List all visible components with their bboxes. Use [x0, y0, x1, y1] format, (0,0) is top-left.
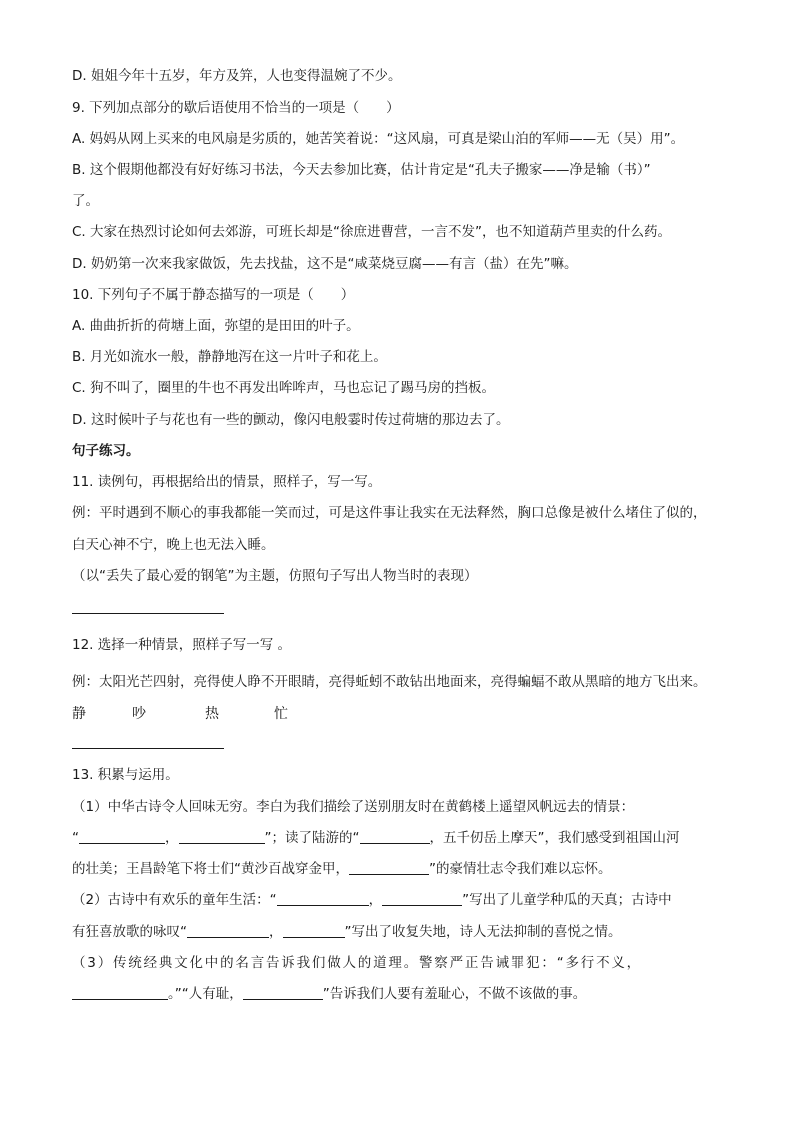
- q9-option-a: A. 妈妈从网上买来的电风扇是劣质的，她苦笑着说：“这风扇，可真是梁山泊的军师——无（吴）用”。: [72, 131, 685, 147]
- q13-blank-1[interactable]: [79, 829, 165, 844]
- q11-prompt: （以“丢失了最心爱的钢笔”为主题，仿照句子写出人物当时的表现）: [72, 568, 478, 584]
- q10-option-b: B. 月光如流水一般，静静地泻在这一片叶子和花上。: [72, 349, 387, 365]
- q8-option-d: D. 姐姐今年十五岁，年方及笄，人也变得温婉了不少。: [72, 68, 402, 84]
- q9-option-b: B. 这个假期他都没有好好练习书法，今天去参加比赛，估计肯定是“孔夫子搬家——净是输（书）”: [72, 162, 651, 178]
- q11-stem: 11. 读例句，再根据给出的情景，照样子，写一写。: [72, 474, 382, 490]
- q13-blank-3[interactable]: [360, 829, 430, 844]
- q13-part3-line2: 。”“人有耻， ”告诉我们人要有羞耻心，不做不该做的事。: [72, 984, 586, 1004]
- q13-blank-5[interactable]: [277, 891, 369, 906]
- q13-blank-2[interactable]: [179, 829, 265, 844]
- q10-option-d: D. 这时候叶子与花也有一些的颤动，像闪电般霎时传过荷塘的那边去了。: [72, 412, 510, 428]
- q11-example-cont: 白天心神不宁，晚上也无法入睡。: [72, 537, 275, 553]
- q9-option-d: D. 奶奶第一次来我家做饭，先去找盐，这不是“咸菜烧豆腐——有言（盐）在先”嘛。: [72, 256, 578, 272]
- q10-option-a: A. 曲曲折折的荷塘上面，弥望的是田田的叶子。: [72, 318, 360, 334]
- q12-stem: 12. 选择一种情景，照样子写一写 。: [72, 637, 292, 653]
- q13-blank-9[interactable]: [72, 985, 168, 1000]
- q13-part2-line2: 有狂喜放歌的咏叹“ ， ”写出了收复失地，诗人无法抑制的喜悦之情。: [72, 924, 622, 940]
- q12-word-noisy: 吵: [132, 706, 146, 722]
- q13-stem: 13. 积累与运用。: [72, 767, 179, 783]
- q12-word-busy: 忙: [274, 706, 288, 722]
- q9-stem: 9. 下列加点部分的歇后语使用不恰当的一项是（ ）: [72, 100, 400, 116]
- q10-stem: 10. 下列句子不属于静态描写的一项是（ ）: [72, 287, 355, 303]
- q12-word-hot: 热: [205, 706, 219, 722]
- q13-part2-line1: （2）古诗中有欢乐的童年生活：“ ， ”写出了儿童学种瓜的天真；古诗中: [72, 892, 672, 908]
- section-title: 句子练习。: [72, 443, 140, 459]
- q12-word-quiet: 静: [72, 706, 86, 722]
- q13-blank-10[interactable]: [243, 985, 323, 1000]
- q10-option-c: C. 狗不叫了，圈里的牛也不再发出哞哞声，马也忘记了踢马房的挡板。: [72, 380, 496, 396]
- q13-part1-line1: （1）中华古诗令人回味无穷。李白为我们描绘了送别朋友时在黄鹤楼上遥望风帆远去的情景：: [72, 799, 635, 815]
- q13-part3-line1: （3）传统经典文化中的名言告诉我们做人的道理。警察严正告诫罪犯：“多行不义，: [72, 955, 642, 971]
- q13-blank-6[interactable]: [382, 891, 462, 906]
- q12-answer-line[interactable]: [72, 748, 224, 749]
- q11-example: 例：平时遇到不顺心的事我都能一笑而过，可是这件事让我实在无法释然，胸口总像是被什么堵住了似的，: [72, 505, 707, 521]
- q13-part1-line3: 的壮美；王昌龄笔下将士们“黄沙百战穿金甲， ”的豪情壮志令我们难以忘怀。: [72, 861, 612, 877]
- q12-example: 例：太阳光芒四射，亮得使人睁不开眼睛，亮得蚯蚓不敢钻出地面来，亮得蝙蝠不敢从黑暗的地方飞出来。: [72, 674, 707, 690]
- q13-blank-4[interactable]: [349, 860, 429, 875]
- q11-answer-line[interactable]: [72, 613, 224, 614]
- q9-option-c: C. 大家在热烈讨论如何去郊游，可班长却是“徐庶进曹营，一言不发”，也不知道葫芦里卖的什么药。: [72, 224, 671, 240]
- q13-blank-7[interactable]: [187, 923, 269, 938]
- q13-part1-line2: “ ， ”；读了陆游的“ ，五千仞岳上摩天”，我们感受到祖国山河: [72, 830, 680, 846]
- q9-option-b-cont: 了。: [72, 193, 99, 209]
- q13-blank-8[interactable]: [283, 923, 345, 938]
